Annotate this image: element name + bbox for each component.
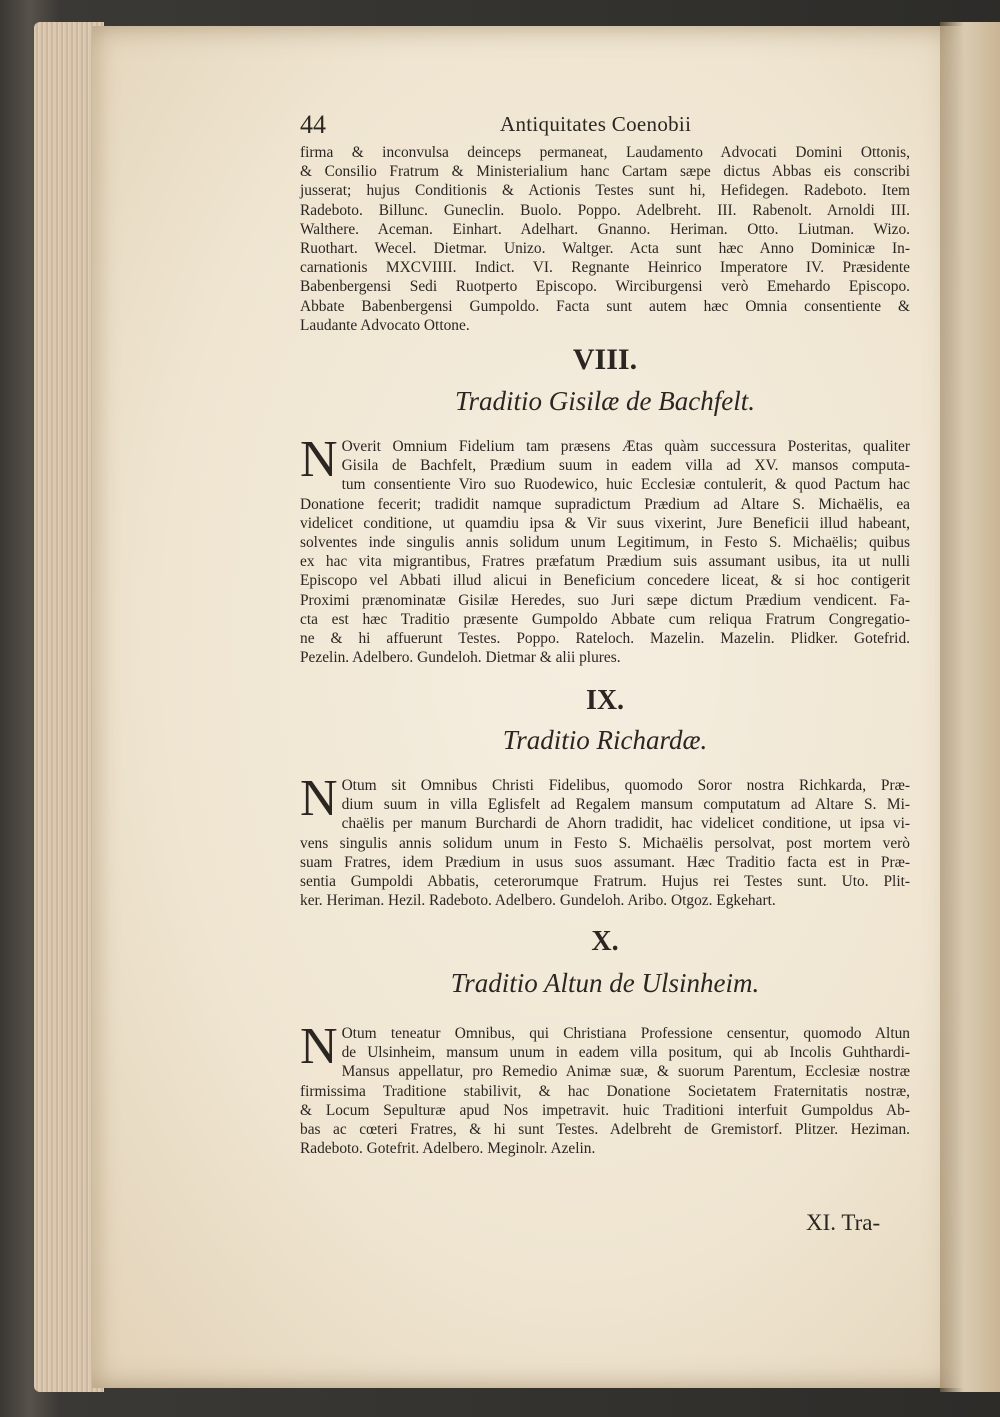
text-line: tum consentiente Viro suo Ruodewico, huic Ecclesiæ contulerit, & quod Pactum hac xyxy=(341,476,910,494)
text-line: solventes inde singulis annis solidum unum Legitimum, in Festo S. Michaëlis; quibus xyxy=(300,534,910,552)
text-line: Radeboto. Billunc. Guneclin. Buolo. Poppo. Adelbreht. III. Rabenolt. Arnoldi III. xyxy=(300,201,910,219)
section-title: Traditio Altun de Ulsinheim. xyxy=(450,968,760,998)
drop-cap: N xyxy=(300,431,338,488)
text-line: ex hac vita migrantibus, Fratres præfatum Prædium suis assumant usibus, ita ut nulli xyxy=(300,553,910,571)
running-head xyxy=(300,110,720,140)
section-paragraph xyxy=(300,431,910,667)
facing-page-edge xyxy=(940,22,1000,1392)
text-line: vens singulis annis solidum unum in Festo S. Michaëlis persolvat, post mortem verò xyxy=(300,834,910,852)
text-line: bas ac cœteri Fratres, & hi sunt Testes. Adelbreht de Gremistorf. Plitzer. Heziman. xyxy=(300,1121,910,1139)
text-line: & Consilio Fratrum & Ministerialium hanc Cartam sæpe dictus Abbas eis conscribi xyxy=(300,163,910,181)
section-paragraph xyxy=(300,1018,910,1158)
text-line: Babenbergensi Sedi Ruotperto Episcopo. Wirciburgensi verò Emehardo Episcopo. xyxy=(300,278,910,296)
text-line: Donatione fecerit; tradidit namque supradictum Prædium ad Altare S. Michaëlis, ea xyxy=(300,495,910,513)
page-number: 44 xyxy=(300,110,326,139)
drop-cap: N xyxy=(300,1018,338,1075)
text-line: ne & hi affuerunt Testes. Poppo. Rateloch. Mazelin. Mazelin. Plidker. Gotefrid. xyxy=(300,630,910,648)
text-line: Gisila de Bachfelt, Prædium suum in eadem villa ad XV. mansos computa- xyxy=(341,457,910,475)
text-line: Laudante Advocato Ottone. xyxy=(300,316,470,334)
section-title: Traditio Gisilæ de Bachfelt. xyxy=(454,386,755,416)
text-line: Proximi prænominatæ Gisilæ Heredes, suo Juri sæpe dictum Prædium vendicent. Fa- xyxy=(300,591,910,609)
text-line: & Locum Sepulturæ apud Nos impetravit. huic Traditioni interfuit Gumpoldus Ab- xyxy=(300,1101,910,1119)
text-line: suam Fratres, idem Prædium in usus suos assumant. Hæc Traditio facta est in Præ- xyxy=(300,853,910,871)
text-line: carnationis MXCVIIII. Indict. VI. Regnante Heinrico Imperatore IV. Præsidente xyxy=(300,259,910,277)
section-number: VIII. xyxy=(572,343,638,376)
section-number: IX. xyxy=(585,685,625,716)
text-line: Otum teneatur Omnibus, qui Christiana Professione censentur, quomodo Altun xyxy=(341,1025,910,1042)
text-line: dium suum in villa Eglisfelt ad Regalem mansum computatum ad Altare S. Mi- xyxy=(341,796,910,814)
text-line: Ruothart. Wecel. Dietmar. Unizo. Waltger. Acta sunt hæc Anno Dominicæ In- xyxy=(300,240,910,258)
section-title: Traditio Richardæ. xyxy=(502,725,708,755)
text-line: chaëlis per manum Burchardi de Ahorn tradidit, hac videlicet conditione, ut ipsa vi- xyxy=(341,815,910,833)
text-line: jusserat; hujus Conditionis & Actionis Testes sunt hi, Hefidegen. Radeboto. Item xyxy=(300,182,910,200)
text-line: Abbate Babenbergensi Gumpoldo. Facta sunt autem hæc Omnia consentiente & xyxy=(300,297,910,315)
text-line: Walthere. Aceman. Einhart. Adelhart. Gnanno. Heriman. Otto. Liutman. Wizo. xyxy=(300,220,910,238)
text-line: Otum sit Omnibus Christi Fidelibus, quomodo Soror nostra Richkarda, Præ- xyxy=(341,777,910,794)
text-line: sentia Gumpoldi Abbatis, ceterorumque Fratrum. Hujus rei Testes sunt. Uto. Plit- xyxy=(300,873,910,891)
text-line: cta est hæc Traditio præsente Gumpoldo Abbate cum reliqua Fratrum Congregatio- xyxy=(300,610,910,628)
text-line: videlicet conditione, ut quamdiu ipsa & Vir suus vixerint, Jure Beneficii illud habeant, xyxy=(300,514,910,532)
text-line: Episcopo vel Abbati illud alicui in Beneficium concedere liceat, & si hoc contigerit xyxy=(300,572,910,590)
text-line: firmissima Traditione stabilivit, & hac Donatione Societatem Fraternitatis nostræ, xyxy=(300,1082,910,1100)
running-title: Antiquitates Coenobii xyxy=(500,112,692,136)
text-line: Pezelin. Adelbero. Gundeloh. Dietmar & alii plures. xyxy=(300,649,621,667)
drop-cap: N xyxy=(300,770,338,827)
text-line: firma & inconvulsa deinceps permaneat, Laudamento Advocati Domini Ottonis, xyxy=(300,144,910,161)
section-paragraph xyxy=(300,770,910,910)
text-line: Overit Omnium Fidelium tam præsens Ætas quàm successura Posteritas, qualiter xyxy=(341,438,910,455)
text-line: de Ulsinheim, mansum unum in eadem villa positum, qui ab Incolis Guhthardi- xyxy=(341,1044,910,1062)
catchword: XI. Tra- xyxy=(806,1210,881,1235)
opening-paragraph xyxy=(300,143,910,335)
section-number: X. xyxy=(591,926,619,957)
text-line: ker. Heriman. Hezil. Radeboto. Adelbero. Gundeloh. Aribo. Otgoz. Egkehart. xyxy=(300,892,776,910)
text-line: Radeboto. Gotefrit. Adelbero. Meginolr. Azelin. xyxy=(300,1140,596,1158)
text-line: Mansus appellatur, pro Remedio Animæ suæ, & suorum Parentum, Ecclesiæ nostræ xyxy=(341,1063,910,1081)
